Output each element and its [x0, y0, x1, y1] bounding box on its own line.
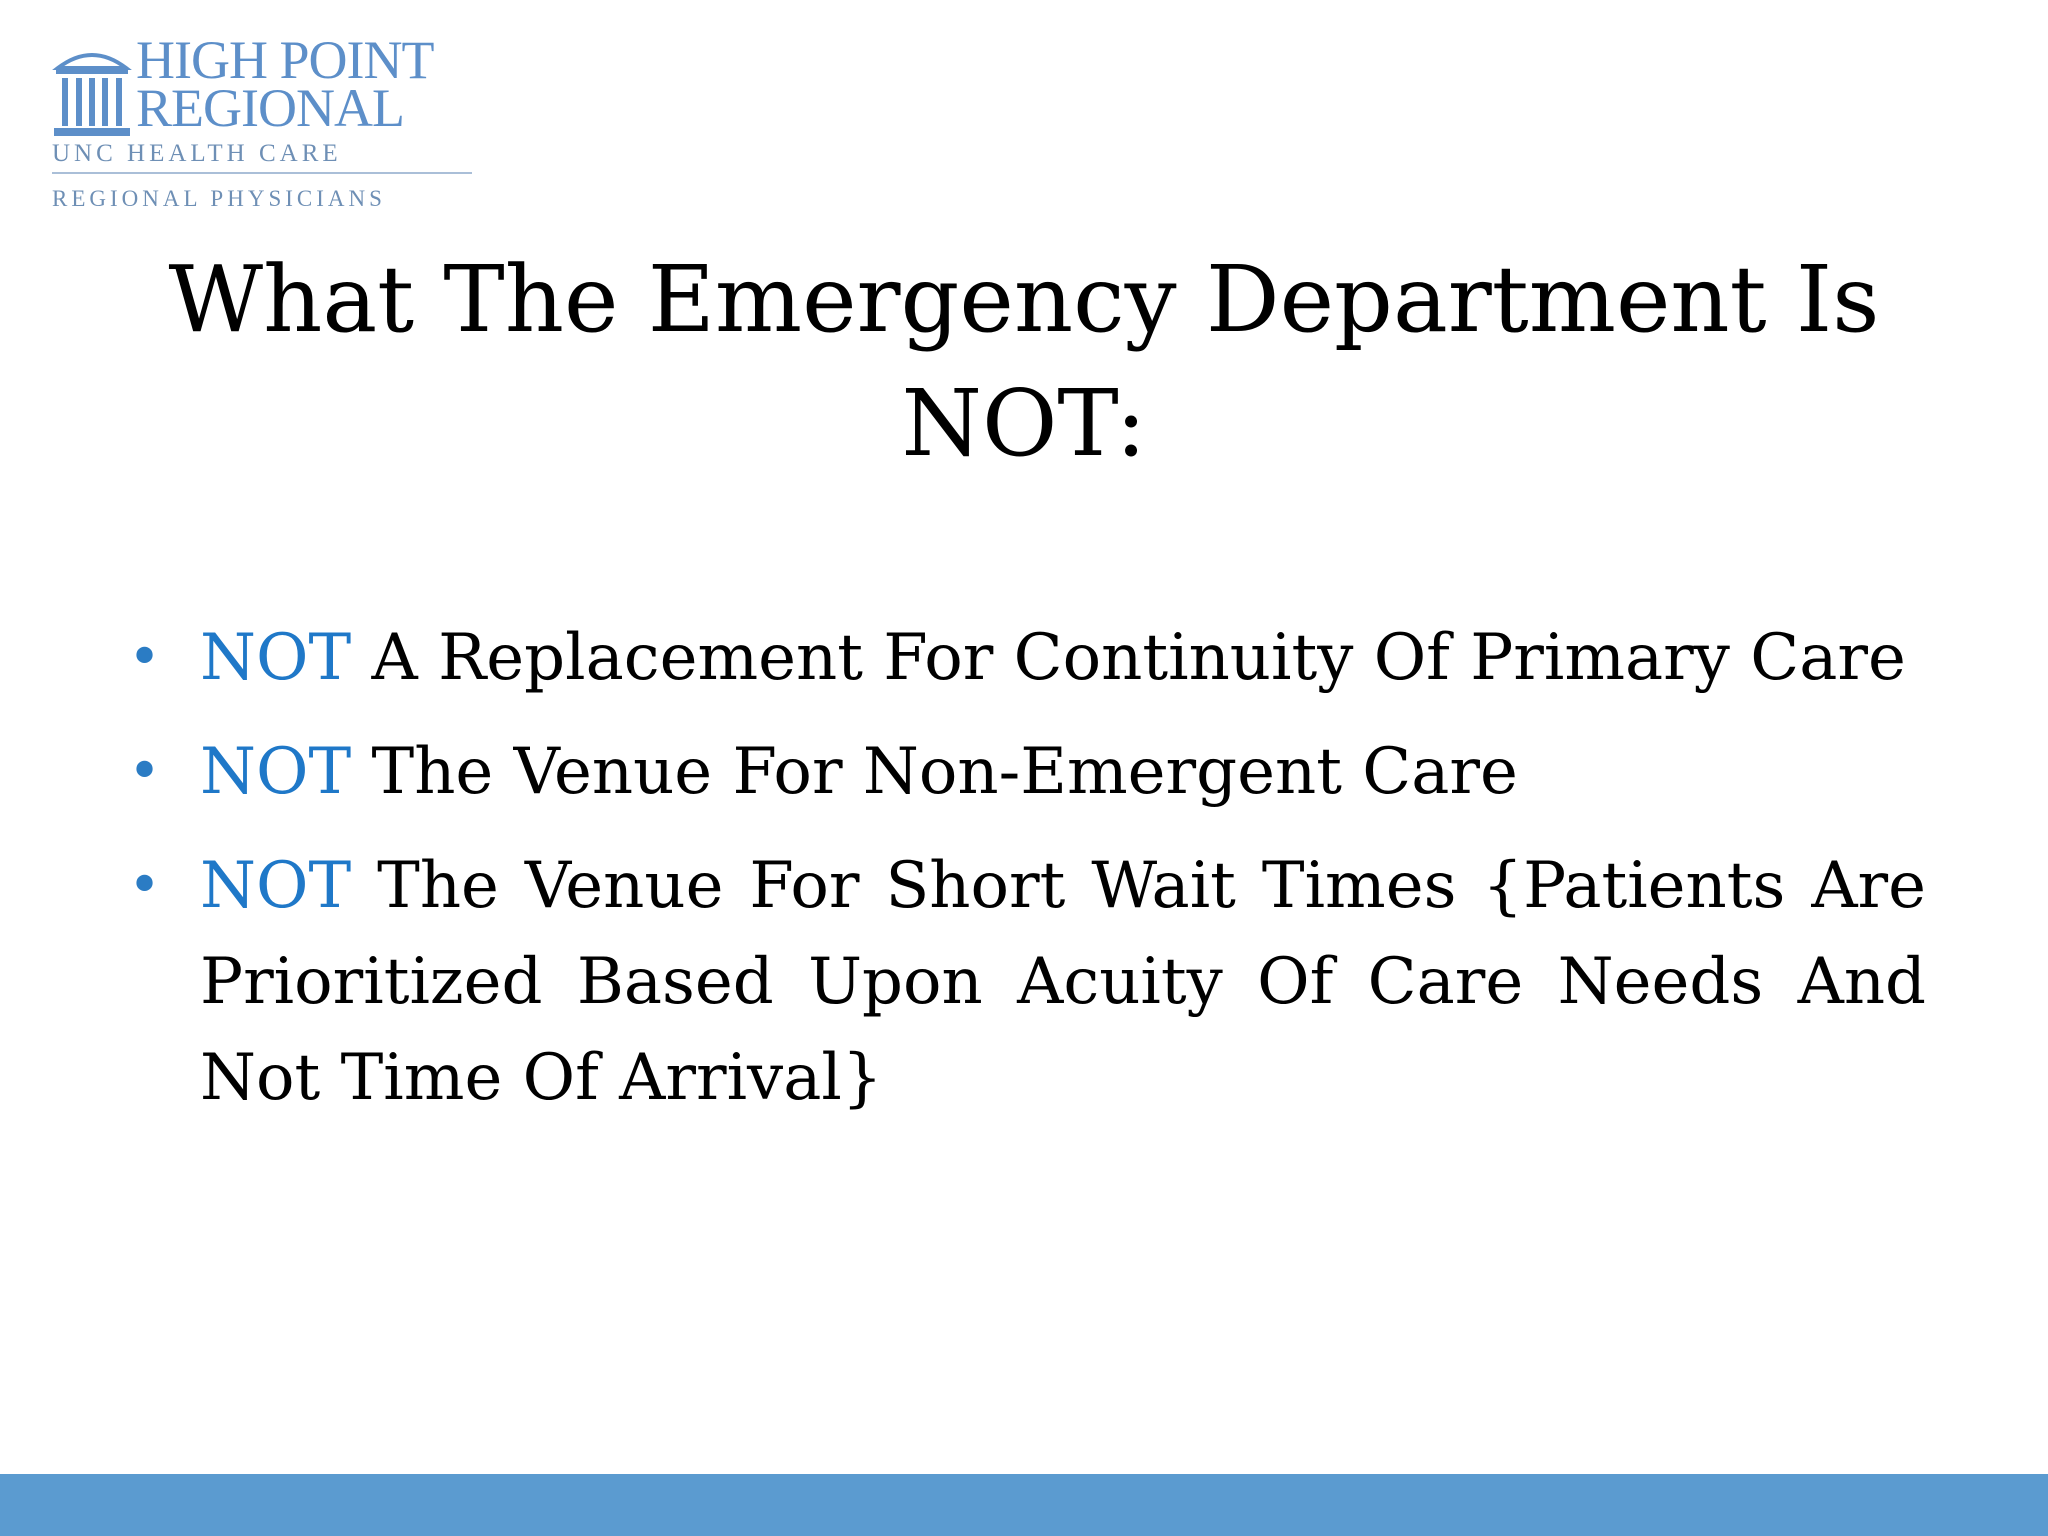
bullet-keyword: NOT: [200, 735, 352, 809]
footer-bar: [0, 1474, 2048, 1536]
bullet-text: A Replacement For Continuity Of Primary Care: [351, 621, 1906, 695]
logo-subtitle-unc: UNC HEALTH CARE: [52, 140, 342, 167]
bullet-dot-icon: •: [128, 853, 162, 918]
bullet-keyword: NOT: [200, 849, 352, 923]
slide-title: What The Emergency Department Is NOT:: [168, 246, 1880, 477]
logo-subtitle-physicians: REGIONAL PHYSICIANS: [52, 186, 386, 211]
bullet-keyword: NOT: [200, 621, 352, 695]
logo-title-line2: REGIONAL: [136, 78, 404, 138]
bullet-item: [120, 838, 1926, 1126]
bullet-text: The Venue For Non-Emergent Care: [351, 735, 1518, 809]
column-building-icon: [52, 42, 132, 142]
bullet-dot-icon: •: [128, 625, 162, 690]
bullet-item: [120, 724, 1926, 820]
bullet-list: [120, 610, 1926, 1144]
logo-title: [136, 30, 434, 138]
logo-divider: [52, 172, 472, 174]
high-point-regional-logo: [48, 30, 478, 216]
logo-title-line1: HIGH POINT: [136, 30, 434, 90]
bullet-text: The Venue For Short Wait Times {Patients Are Prioritized Based Upon Acuity Of Care Needs And Not Time Of Arrival}: [200, 849, 1926, 1115]
bullet-item: [120, 610, 1926, 706]
bullet-dot-icon: •: [128, 739, 162, 804]
